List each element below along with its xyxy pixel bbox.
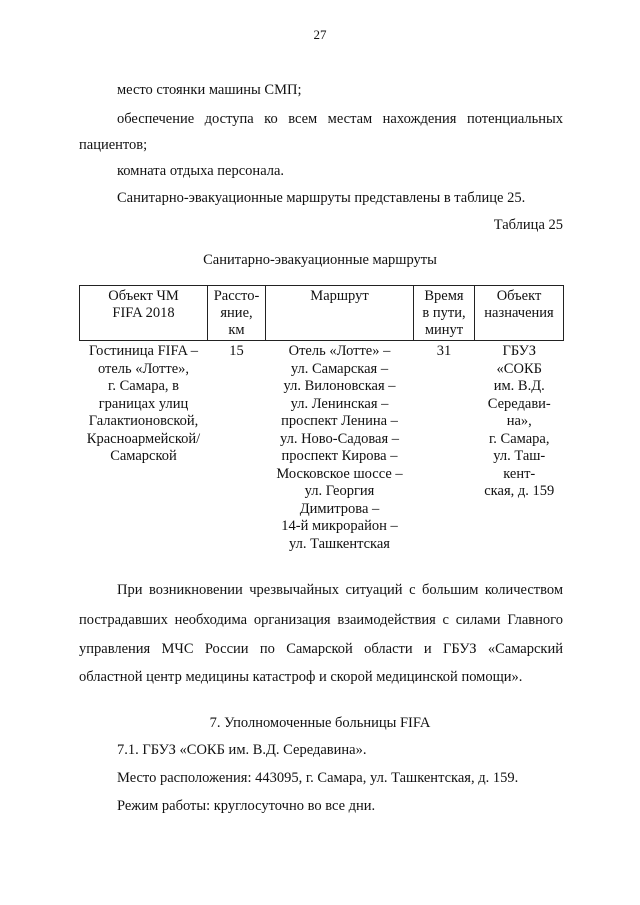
cell-line: отель «Лотте», (97, 360, 190, 377)
header-line: в пути, (422, 305, 466, 321)
cell-line: Отель «Лотте» – (288, 343, 391, 359)
intro-line: комната отдыха персонала. (117, 163, 285, 179)
cell-route (266, 341, 414, 556)
cell-line: ул. Вилоновская – (283, 378, 396, 394)
cell-line: 31 (436, 343, 452, 359)
cell-line: Самарской (110, 448, 177, 464)
intro-line: обеспечение доступа ко всем местам нахождения потенциальных (117, 111, 563, 127)
header-object (80, 286, 208, 341)
page-number: 27 (313, 27, 327, 42)
table-header-row (80, 286, 564, 341)
cell-line: «СОКБ (496, 360, 542, 377)
cell-line: им. В.Д. (493, 378, 545, 394)
cell-line: Димитрова – (299, 500, 380, 517)
header-line: минут (424, 322, 464, 338)
header-route (266, 286, 414, 341)
cell-line: ул. Самарская – (290, 360, 389, 377)
cell-line: 15 (229, 343, 244, 359)
cell-line: границах улиц (98, 395, 189, 412)
cell-line: ул. Ново-Садовая – (279, 430, 400, 447)
header-destination (475, 286, 564, 341)
cell-line: г. Самара, (489, 430, 550, 447)
cell-line: ГБУЗ (502, 343, 537, 359)
intro-line: Санитарно-эвакуационные маршруты представлены в таблице 25. (117, 190, 526, 206)
header-line: Время (424, 288, 464, 304)
routes-table (79, 285, 564, 555)
emergency-line: областной центр медицины катастроф и скорой медицинской помощи». (79, 669, 523, 685)
cell-line: проспект Ленина – (281, 413, 398, 429)
cell-line: проспект Кирова – (281, 448, 398, 464)
header-line: Рассто- (213, 288, 260, 304)
header-line: Объект ЧМ (108, 288, 179, 304)
cell-destination (475, 341, 564, 556)
header-line: назначения (484, 305, 554, 321)
header-line: км (228, 322, 245, 338)
header-line: FIFA 2018 (112, 305, 175, 321)
header-line: Маршрут (310, 288, 369, 304)
cell-line: ул. Ташкентская (289, 535, 390, 552)
emergency-line: управления МЧС России по Самарской области и ГБУЗ «Самарский (79, 641, 563, 657)
emergency-line: При возникновении чрезвычайных ситуаций с большим количеством (117, 582, 563, 598)
header-line: яние, (220, 305, 253, 321)
intro-line: пациентов; (79, 137, 148, 153)
section-heading: 7. Уполномоченные больницы FIFA (209, 715, 431, 731)
section-line: Место расположения: 443095, г. Самара, ул. Ташкентская, д. 159. (117, 770, 519, 786)
cell-line: ул. Ленинская – (290, 395, 389, 412)
cell-line: Середави- (487, 395, 551, 412)
cell-time (414, 341, 475, 556)
cell-line: ская, д. 159 (484, 483, 555, 499)
cell-line: 14-й микрорайон – (281, 518, 398, 534)
table-label: Таблица 25 (493, 217, 563, 233)
cell-line: кент- (503, 465, 536, 482)
table-row (80, 341, 564, 556)
section-line: Режим работы: круглосуточно во все дни. (117, 798, 376, 814)
section-line: 7.1. ГБУЗ «СОКБ им. В.Д. Середавина». (117, 742, 367, 758)
cell-line: Гостиница FIFA – (88, 343, 199, 359)
cell-line: ул. Георгия (304, 483, 375, 499)
cell-line: ул. Таш- (493, 448, 546, 464)
cell-line: Галактионовской, (88, 413, 199, 429)
cell-object (80, 341, 208, 556)
intro-line: место стоянки машины СМП; (117, 82, 302, 98)
cell-distance (208, 341, 266, 556)
header-line: Объект (496, 288, 542, 304)
header-time (414, 286, 475, 341)
cell-line: Московское шоссе – (276, 465, 403, 482)
cell-line: на», (506, 413, 532, 429)
emergency-line: пострадавших необходима организация взаимодействия с силами Главного (79, 612, 563, 628)
cell-line: г. Самара, в (108, 378, 179, 394)
table-title: Санитарно-эвакуационные маршруты (203, 252, 437, 268)
cell-line: Красноармейской/ (86, 430, 201, 447)
header-distance (208, 286, 266, 341)
